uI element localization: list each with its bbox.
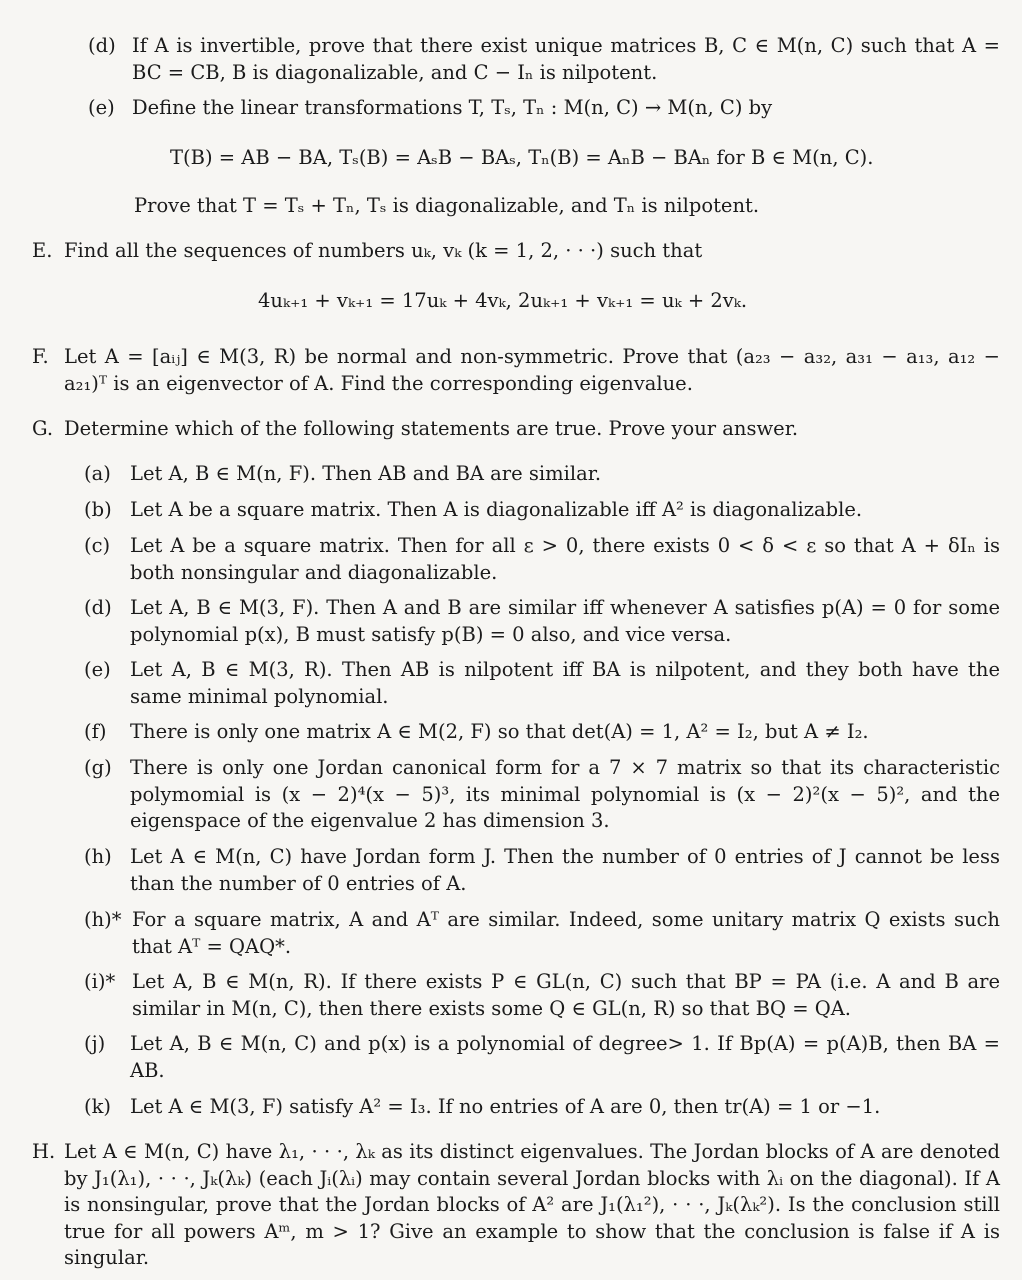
g-item-j [0, 1031, 1000, 1084]
g-item-f [0, 719, 1000, 746]
part-d-text: If A is invertible, prove that there exist unique matrices B, C ∈ M(n, C) such that A = BC = CB, B is diagonalizable, and C − Iₙ is nilpotent. [132, 34, 1000, 84]
g-item-text: Let A ∈ M(n, C) have Jordan form J. Then the number of 0 entries of J cannot be less than the number of 0 entries of A. [130, 845, 1000, 895]
g-item-text: For a square matrix, A and Aᵀ are similar. Indeed, some unitary matrix Q exists such that Aᵀ = QAQ*. [132, 908, 1000, 958]
section-e [0, 238, 1000, 265]
g-item-c [0, 533, 1000, 586]
g-item-label: (g) [84, 756, 112, 779]
part-e-label: (e) [88, 96, 115, 119]
section-h-text: Let A ∈ M(n, C) have λ₁, · · ·, λₖ as its distinct eigenvalues. The Jordan blocks of A are denoted by J₁(λ₁), · · ·, Jₖ(λₖ) (each Jᵢ(λᵢ) may contain several Jordan blocks with λᵢ on the diagonal). If A is nonsingular, prove that the Jordan blocks of A² are J₁(λ₁²), · · ·, Jₖ(λₖ²). Is the conclusion still true for all powers Aᵐ, m > 1? Give an example to show that the conclusion is false if A is singular. [64, 1140, 1000, 1269]
part-e [0, 95, 1000, 122]
g-item-h-star [0, 907, 1000, 960]
section-e-formula: 4uₖ₊₁ + vₖ₊₁ = 17uₖ + 4vₖ, 2uₖ₊₁ + vₖ₊₁ = uₖ + 2vₖ. [258, 289, 748, 312]
part-e-conclusion: Prove that T = Tₛ + Tₙ, Tₛ is diagonalizable, and Tₙ is nilpotent. [134, 194, 760, 217]
g-item-g [0, 755, 1000, 835]
g-item-text: Let A, B ∈ M(n, F). Then AB and BA are similar. [130, 462, 602, 485]
section-h [0, 1139, 1000, 1272]
section-g-text: Determine which of the following statements are true. Prove your answer. [64, 417, 799, 440]
g-item-label: (f) [84, 720, 107, 743]
g-item-k [0, 1094, 1000, 1121]
g-item-label: (h)* [84, 908, 122, 931]
g-item-h [0, 844, 1000, 897]
g-item-i-star [0, 969, 1000, 1022]
g-item-label: (d) [84, 596, 112, 619]
part-e-formula: T(B) = AB − BA, Tₛ(B) = AₛB − BAₛ, Tₙ(B) = AₙB − BAₙ for B ∈ M(n, C). [170, 146, 874, 169]
g-item-text: Let A, B ∈ M(n, C) and p(x) is a polynomial of degree> 1. If Bp(A) = p(A)B, then BA = AB. [130, 1032, 1000, 1082]
g-item-d [0, 595, 1000, 648]
section-f-text: Let A = [aᵢⱼ] ∈ M(3, R) be normal and non-symmetric. Prove that (a₂₃ − a₃₂, a₃₁ − a₁₃, a₁₂ − a₂₁)ᵀ is an eigenvector of A. Find the corresponding eigenvalue. [64, 345, 1000, 395]
g-item-text: Let A, B ∈ M(3, R). Then AB is nilpotent iff BA is nilpotent, and they both have the same minimal polynomial. [130, 658, 1000, 708]
g-item-b [0, 497, 1000, 524]
section-e-label: E. [32, 239, 53, 262]
g-item-e [0, 657, 1000, 710]
g-item-label: (e) [84, 658, 111, 681]
g-item-text: Let A, B ∈ M(3, F). Then A and B are similar iff whenever A satisfies p(A) = 0 for some polynomial p(x), B must satisfy p(B) = 0 also, and vice versa. [130, 596, 1000, 646]
g-item-label: (i)* [84, 970, 116, 993]
g-item-label: (b) [84, 498, 112, 521]
g-item-text: Let A be a square matrix. Then for all ε > 0, there exists 0 < δ < ε so that A + δIₙ is both nonsingular and diagonalizable. [130, 534, 1000, 584]
section-h-label: H. [32, 1140, 56, 1163]
g-item-text: Let A ∈ M(3, F) satisfy A² = I₃. If no entries of A are 0, then tr(A) = 1 or −1. [130, 1095, 881, 1118]
section-g [0, 416, 1000, 443]
part-e-intro: Define the linear transformations T, Tₛ, Tₙ : M(n, C) → M(n, C) by [132, 96, 773, 119]
g-item-label: (c) [84, 534, 111, 557]
section-f-label: F. [32, 345, 49, 368]
g-item-text: There is only one matrix A ∈ M(2, F) so that det(A) = 1, A² = I₂, but A ≠ I₂. [130, 720, 869, 743]
g-item-text: Let A, B ∈ M(n, R). If there exists P ∈ GL(n, C) such that BP = PA (i.e. A and B are similar in M(n, C), then there exists some Q ∈ GL(n, R) so that BQ = QA. [132, 970, 1000, 1020]
g-item-label: (h) [84, 845, 112, 868]
g-item-text: Let A be a square matrix. Then A is diagonalizable iff A² is diagonalizable. [130, 498, 863, 521]
part-d-label: (d) [88, 34, 116, 57]
g-item-label: (a) [84, 462, 111, 485]
g-item-label: (k) [84, 1095, 112, 1118]
g-item-text: There is only one Jordan canonical form for a 7 × 7 matrix so that its characteristic polymomial is (x − 2)⁴(x − 5)³, its minimal polynomial is (x − 2)²(x − 5)², and the eigenspace of the eigenvalue 2 has dimension 3. [130, 756, 1000, 832]
section-g-label: G. [32, 417, 54, 440]
g-item-a [0, 461, 1000, 488]
g-item-label: (j) [84, 1032, 106, 1055]
section-f [0, 344, 1000, 397]
part-d [0, 33, 1000, 86]
section-e-text: Find all the sequences of numbers uₖ, vₖ (k = 1, 2, · · ·) such that [64, 239, 703, 262]
